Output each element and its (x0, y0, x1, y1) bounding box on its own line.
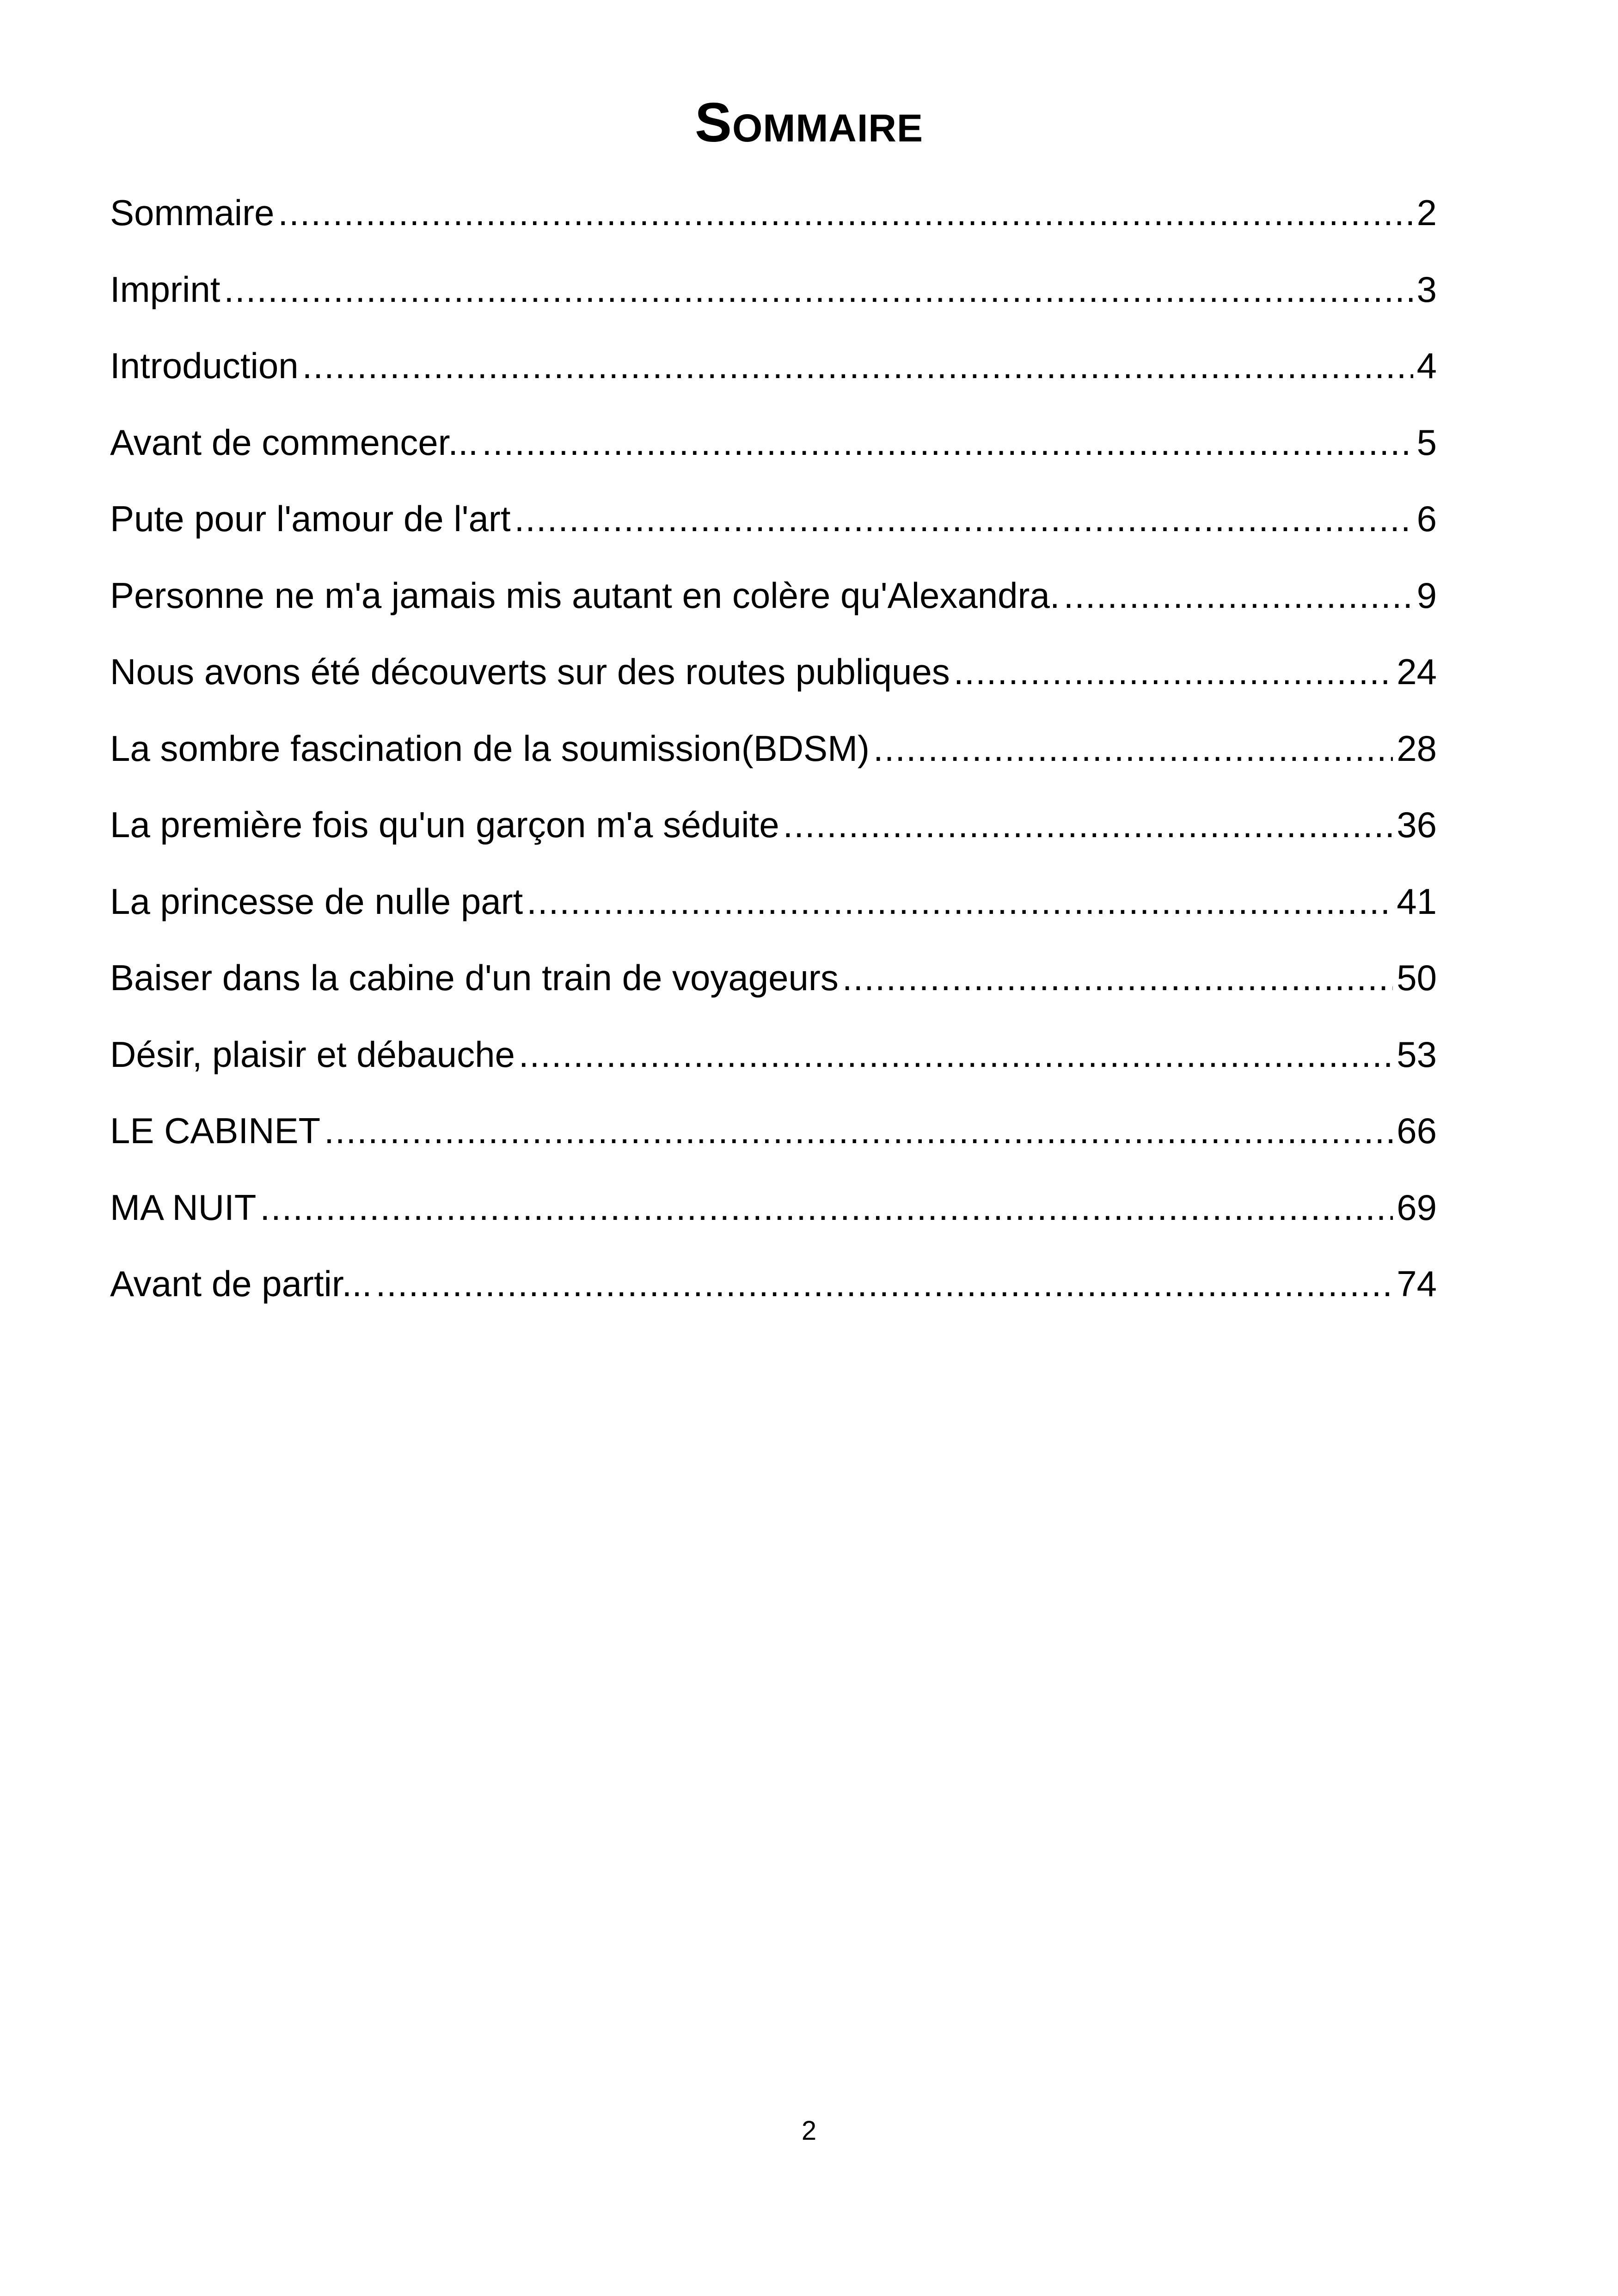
toc-entry-label: LE CABINET (110, 1110, 321, 1151)
toc-entry[interactable] (110, 568, 1437, 644)
toc-entry[interactable] (110, 415, 1437, 491)
toc-entry-label: Avant de commencer... (110, 422, 478, 463)
toc-entry-page: 3 (1416, 269, 1437, 310)
toc-entry[interactable] (110, 797, 1437, 874)
toc-entry-page: 6 (1416, 498, 1437, 539)
toc-dot-leader (519, 1027, 1393, 1082)
toc-dot-leader (302, 338, 1413, 393)
toc-entry-label: Pute pour l'amour de l'art (110, 498, 511, 539)
toc-dot-leader (527, 874, 1393, 929)
toc-entry-label: Avant de partir... (110, 1263, 372, 1304)
toc-entry-page: 50 (1397, 957, 1437, 998)
toc-dot-leader (842, 950, 1393, 1005)
toc-entry-page: 66 (1397, 1110, 1437, 1151)
toc-dot-leader (324, 1103, 1393, 1158)
toc-entry[interactable] (110, 1103, 1437, 1180)
table-of-contents (110, 185, 1437, 1333)
toc-entry-page: 74 (1397, 1263, 1437, 1304)
toc-entry-page: 4 (1416, 345, 1437, 386)
toc-entry[interactable] (110, 644, 1437, 721)
toc-entry-label: La princesse de nulle part (110, 881, 523, 922)
toc-dot-leader (278, 185, 1413, 240)
toc-entry-label: Imprint (110, 269, 221, 310)
toc-entry-page: 9 (1416, 575, 1437, 616)
toc-entry[interactable] (110, 721, 1437, 797)
toc-dot-leader (783, 797, 1393, 852)
toc-entry-page: 5 (1416, 422, 1437, 463)
toc-entry[interactable] (110, 262, 1437, 338)
toc-entry[interactable] (110, 950, 1437, 1027)
toc-entry-label: Personne ne m'a jamais mis autant en colère qu'Alexandra. (110, 575, 1060, 616)
toc-entry-label: MA NUIT (110, 1187, 257, 1228)
toc-dot-leader (260, 1180, 1393, 1235)
toc-dot-leader (873, 721, 1393, 776)
toc-entry-label: Nous avons été découverts sur des routes publiques (110, 651, 950, 692)
toc-dot-leader (482, 415, 1413, 470)
toc-dot-leader (376, 1256, 1393, 1311)
toc-entry-label: La première fois qu'un garçon m'a séduite (110, 804, 779, 845)
toc-entry-page: 41 (1397, 881, 1437, 922)
toc-entry[interactable] (110, 185, 1437, 262)
toc-entry[interactable] (110, 1256, 1437, 1333)
toc-dot-leader (224, 262, 1413, 317)
toc-entry-page: 2 (1416, 192, 1437, 233)
toc-entry[interactable] (110, 491, 1437, 568)
toc-dot-leader (954, 644, 1393, 699)
page-number: 2 (801, 2116, 817, 2146)
toc-entry-page: 69 (1397, 1187, 1437, 1228)
toc-entry-page: 24 (1397, 651, 1437, 692)
toc-entry[interactable] (110, 338, 1437, 415)
toc-entry-label: Baiser dans la cabine d'un train de voyageurs (110, 957, 839, 998)
toc-entry-page: 28 (1397, 728, 1437, 769)
toc-entry[interactable] (110, 874, 1437, 950)
toc-entry[interactable] (110, 1027, 1437, 1103)
toc-entry-label: Désir, plaisir et débauche (110, 1034, 515, 1075)
toc-entry-page: 36 (1397, 804, 1437, 845)
toc-dot-leader (1064, 568, 1413, 623)
toc-entry-page: 53 (1397, 1034, 1437, 1075)
toc-dot-leader (515, 491, 1413, 546)
page-title: Sommaire (694, 92, 923, 153)
toc-entry-label: La sombre fascination de la soumission(BDSM) (110, 728, 870, 769)
toc-entry[interactable] (110, 1180, 1437, 1256)
toc-entry-label: Sommaire (110, 192, 275, 233)
toc-entry-label: Introduction (110, 345, 299, 386)
